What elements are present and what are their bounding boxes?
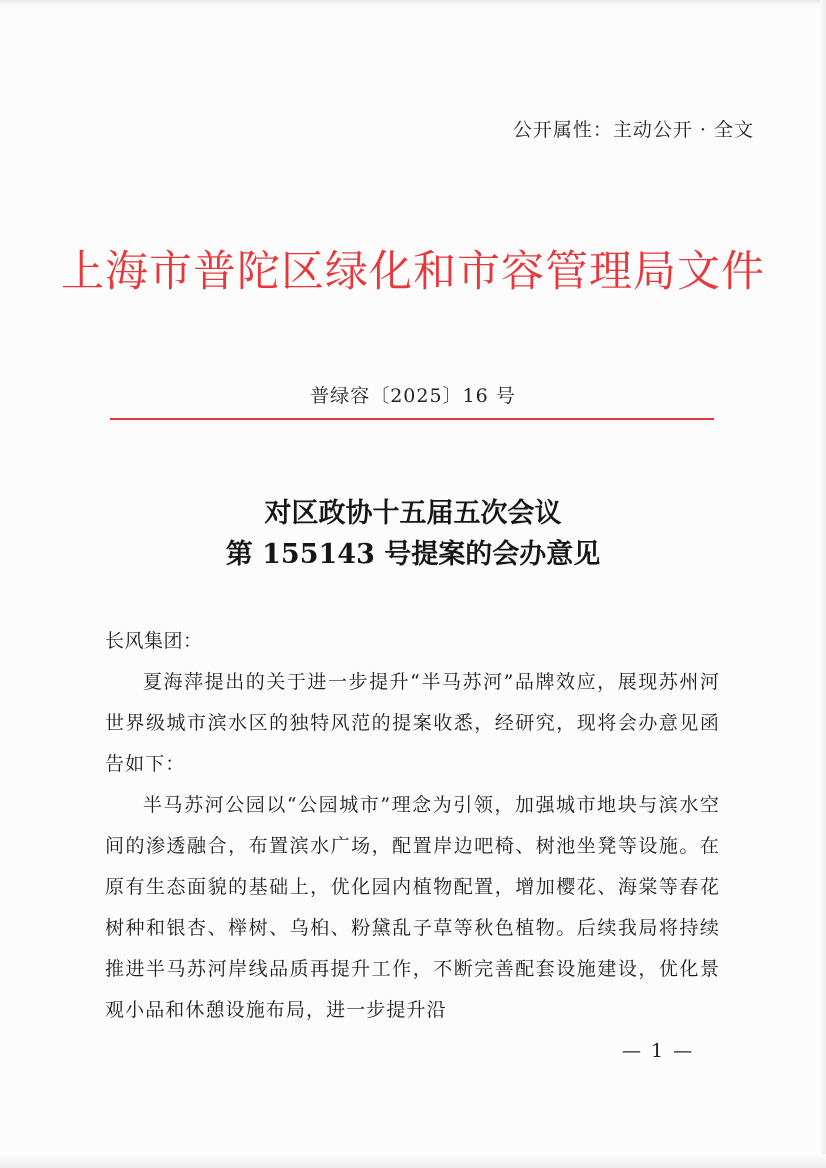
addressee: 长风集团： [105, 630, 203, 652]
scan-edge-bottom [0, 1154, 826, 1168]
document-title-line-2: 第 155143 号提案的会办意见 [225, 539, 601, 570]
document-title [0, 493, 826, 575]
document-title-line-1: 对区政协十五届五次会议 [264, 498, 562, 529]
page-number: — 1 — [622, 1040, 695, 1062]
issuing-authority-header: 上海市普陀区绿化和市容管理局文件 [61, 247, 765, 297]
disclosure-attribute: 公开属性：主动公开 · 全文 [512, 119, 754, 141]
document-body [105, 621, 720, 1031]
scan-edge-right [820, 0, 826, 1168]
document-number: 普绿容〔2025〕16 号 [310, 385, 516, 407]
scan-edge-top [0, 0, 826, 6]
red-divider-line [110, 418, 714, 420]
body-paragraph-2: 半马苏河公园以“公园城市”理念为引领，加强城市地块与滨水空间的渗透融合，布置滨水广场，配置岸边吧椅、树池坐凳等设施。在原有生态面貌的基础上，优化园内植物配置，增加樱花、海棠等春花树种和银杏、榉树、乌桕、粉黛乱子草等秋色植物。后续我局将持续推进半马苏河岸线品质再提升工作，不断完善配套设施建设，优化景观小品和休憩设施布局，进一步提升沿 [105, 794, 720, 1021]
body-paragraph-1: 夏海萍提出的关于进一步提升“半马苏河”品牌效应，展现苏州河世界级城市滨水区的独特风范的提案收悉，经研究，现将会办意见函告如下： [105, 671, 720, 775]
